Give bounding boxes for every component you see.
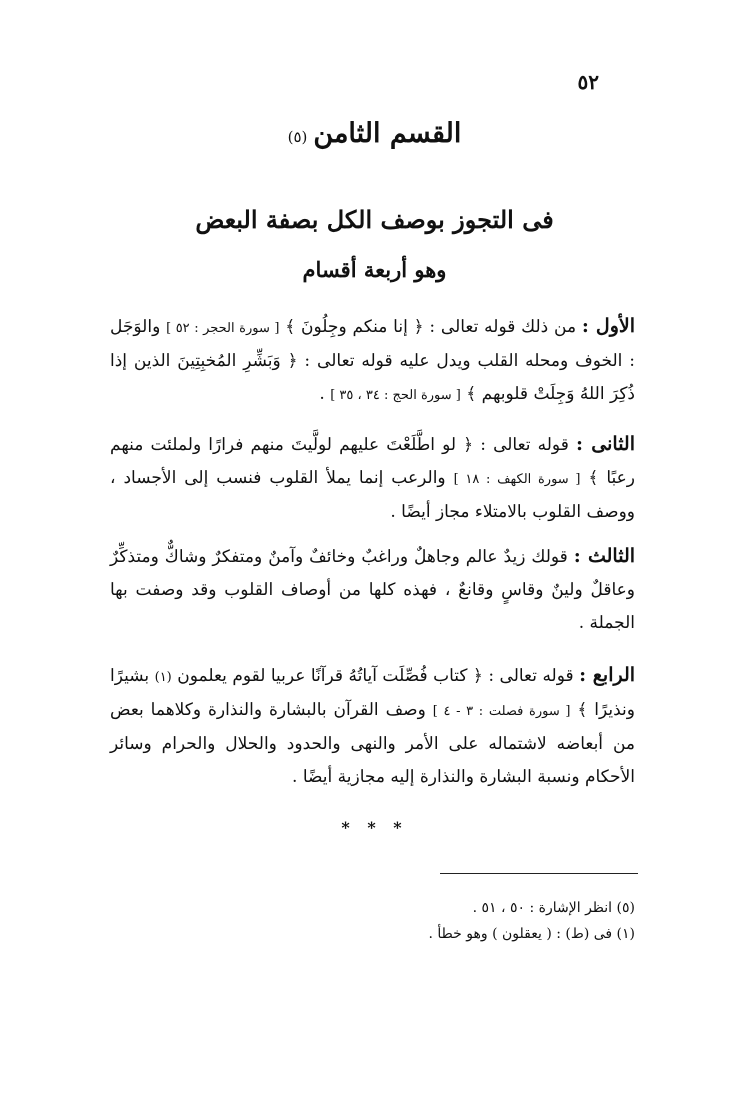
chapter-subtitle: فى التجوز بوصف الكل بصفة البعض bbox=[195, 205, 554, 234]
paragraph-text: قوله تعالى : ﴿ لو اطَّلَعْتَ عليهم لولَّيتَ منهم فرارًا ولملئت منهم رعبًا ﴾ bbox=[110, 435, 636, 488]
paragraph-text: بشيرًا ونذيرًا ﴾ bbox=[110, 666, 635, 720]
section-title-text: القسم الثامن bbox=[313, 118, 462, 149]
paragraph-text: والرعب إنما يملأ القلوب فنسب إلى الأجساد ، ووصف القلوب بالامتلاء مجاز أيضًا . bbox=[110, 468, 635, 522]
footnotes bbox=[110, 895, 635, 947]
section-title bbox=[0, 118, 749, 149]
paragraph-third bbox=[110, 540, 635, 640]
paragraph-label: الثالث : bbox=[573, 545, 636, 567]
section-title-footnote-mark: (٥) bbox=[287, 128, 308, 146]
footnote-item: (١) فى (ط) : ( يعقلون ) وهو خطأ . bbox=[428, 926, 635, 942]
footnote-marker: (١) bbox=[154, 670, 172, 685]
paragraph-text: قوله تعالى : ﴿ كتاب فُصِّلَت آياتُهُ قرآنًا عربيا لقوم يعلمون bbox=[177, 666, 574, 686]
quran-reference: [ سورة الكهف : ١٨ ] bbox=[453, 472, 581, 487]
quran-reference: [ سورة الحج : ٣٤ ، ٣٥ ] bbox=[330, 388, 461, 403]
quran-reference: [ سورة فصلت : ٣ - ٤ ] bbox=[432, 704, 571, 719]
quran-reference: [ سورة الحجر : ٥٢ ] bbox=[166, 321, 280, 336]
footnote-divider bbox=[440, 873, 638, 874]
paragraph-label: الرابع : bbox=[579, 664, 636, 686]
paragraph-text: وصف القرآن بالبشارة والنذارة وكلاهما بعض من أبعاضه لاشتماله على الأمر والنهى والحدود والحلال والحرام وسائر الأحكام ونسبة البشارة والنذارة إليه مجازية أيضًا . bbox=[110, 700, 635, 787]
paragraph-text: والوَجَل : الخوف ومحله القلب ويدل عليه قوله تعالى : ﴿ وَبَشِّرِ المُخبِتِينَ الذين إذا ذُكِرَ اللهُ وَجِلَتْ قلوبهم ﴾ bbox=[110, 317, 635, 404]
chapter-subsubtitle: وهو أربعة أقسام bbox=[302, 257, 447, 282]
paragraph-text: قولك زيدٌ عالم وجاهلٌ وراغبٌ وخائفٌ وآمنٌ ومتفكرٌ وشاكٌّ ومتذكِّرٌ وعاقلٌ ولينٌ وقاسٍ وقانعٌ ، فهذه كلها من أوصاف القلوب وقد وصفت بها الجملة . bbox=[110, 547, 635, 633]
paragraph-label: الأول : bbox=[581, 315, 636, 337]
page-number: ٥٢ bbox=[577, 70, 599, 94]
paragraph-fourth bbox=[110, 659, 635, 794]
paragraph-text: من ذلك قوله تعالى : ﴿ إنا منكم وجِلُونَ ﴾ bbox=[285, 317, 577, 337]
paragraph-first bbox=[110, 310, 635, 412]
paragraph-label: الثانى : bbox=[575, 433, 635, 455]
section-separator: * * * bbox=[341, 818, 408, 837]
footnote-item: (٥) انظر الإشارة : ٥٠ ، ٥١ . bbox=[472, 900, 635, 916]
paragraph-second bbox=[110, 428, 635, 529]
paragraph-text: . bbox=[319, 384, 325, 404]
